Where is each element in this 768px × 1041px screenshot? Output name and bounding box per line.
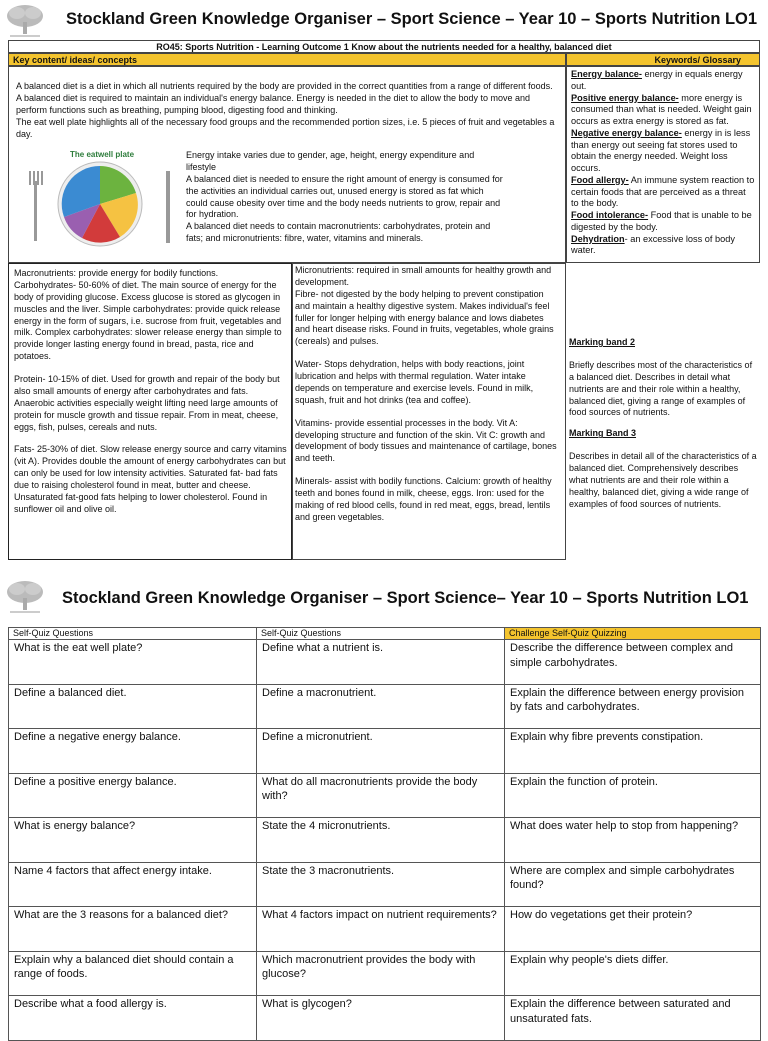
keyword-entry: Food intolerance- Food that is unable to be digested by the body. — [571, 210, 752, 232]
quiz-question: What is the eat well plate? — [9, 640, 257, 685]
micro-vitamins: Vitamins- provide essential processes in the body. Vit A: developing structure and function of the skin. Vit C: growth and development of body tissues and maintenance of cartilage, bones and teeth. — [295, 417, 557, 464]
keywords-list — [567, 67, 759, 259]
challenge-question: Explain the difference between saturated and unsaturated fats. — [505, 996, 761, 1041]
macro-intro: Macronutrients: provide energy for bodily functions. — [14, 268, 219, 278]
marking-bands — [569, 337, 757, 511]
table-row — [9, 684, 761, 729]
keyword-entry: Dehydration- an excessive loss of body water. — [571, 233, 735, 256]
challenge-question: What does water help to stop from happening? — [505, 818, 761, 863]
table-row — [9, 729, 761, 774]
quiz-question: State the 3 macronutrients. — [257, 862, 505, 907]
quiz-page-title: Stockland Green Knowledge Organiser – Sport Science– Year 10 – Sports Nutrition LO1 — [62, 589, 749, 607]
band2-title: Marking band 2 — [569, 337, 636, 347]
quiz-question: Describe what a food allergy is. — [9, 996, 257, 1041]
plate-caption: The eatwell plate — [70, 150, 135, 159]
keyword-entry: Energy balance- energy in equals energy out. — [571, 69, 743, 91]
eatwell-plate-figure — [20, 150, 185, 242]
challenge-question: Explain the function of protein. — [505, 773, 761, 818]
quiz-question: Define what a nutrient is. — [257, 640, 505, 685]
energy-text — [186, 150, 504, 245]
keyword-entry: Negative energy balance- energy in is less than energy out seeing fat stores used to obtain the energy needed. Weight loss occurs. — [571, 127, 751, 174]
outcome-header: RO45: Sports Nutrition - Learning Outcome 1 Know about the nutrients needed for a healthy, balanced diet — [8, 40, 760, 53]
challenge-question: How do vegetations get their protein? — [505, 907, 761, 952]
challenge-question: Explain why people's diets differ. — [505, 951, 761, 996]
quiz-question: Define a balanced diet. — [9, 684, 257, 729]
diet-contains-paragraph: A balanced diet needs to contain macronutrients: carbohydrates, protein and fats; and micronutrients: fibre, water, vitamins and minerals. — [186, 221, 491, 244]
quiz-question: Name 4 factors that affect energy intake. — [9, 862, 257, 907]
quiz-question: What are the 3 reasons for a balanced diet? — [9, 907, 257, 952]
table-row — [9, 862, 761, 907]
school-logo-icon — [2, 2, 48, 42]
challenge-question: Describe the difference between complex and simple carbohydrates. — [505, 640, 761, 685]
table-row — [9, 818, 761, 863]
macronutrients-box — [8, 263, 292, 560]
micro-fibre: Fibre- not digested by the body helping to prevent constipation and maintain a healthy digestive system. Makes individual's feel fuller for longer helping with energy balance and lows diabetes and heart disease risks. Found in fruits, vegetables, whole grains (cereals) and pulses. — [295, 288, 554, 347]
key-content-text — [16, 81, 556, 140]
page-title: Stockland Green Knowledge Organiser – Sport Science – Year 10 – Sports Nutrition LO1 — [66, 10, 758, 28]
balanced-needed-paragraph: A balanced diet is needed to ensure the right amount of energy is consumed for the activities an individual carries out, unused energy is stored as fat which could cause obesity over time and the body needs nutrients to grow, repair and for hydration. — [186, 173, 503, 220]
table-row — [9, 907, 761, 952]
challenge-quiz-header: Challenge Self-Quiz Quizzing — [505, 628, 761, 640]
quiz-question: Define a micronutrient. — [257, 729, 505, 774]
quiz-question: Which macronutrient provides the body with glucose? — [257, 951, 505, 996]
quiz-question: State the 4 micronutrients. — [257, 818, 505, 863]
table-row — [9, 773, 761, 818]
challenge-question: Where are complex and simple carbohydrates found? — [505, 862, 761, 907]
quiz-question: What 4 factors impact on nutrient requirements? — [257, 907, 505, 952]
keyword-entry: Positive energy balance- more energy is consumed than what is needed. Weight gain occurs as extra energy is stored as fat. — [571, 92, 752, 127]
quiz-header: Self-Quiz Questions — [9, 628, 257, 640]
quiz-header-row — [9, 628, 761, 640]
macro-fats: Fats- 25-30% of diet. Slow release energy source and carry vitamins (vit A). Provides double the amount of energy carbohydrates can but can only be used for low intensity activities. Saturated fat- bad fats due to raising cholesterol found in meat, butter and cheese. Unsaturated fat-good fats helping to lower cholesterol. Found in sunflower oil and olive oil. — [14, 444, 287, 514]
quiz-question: What is energy balance? — [9, 818, 257, 863]
challenge-question: Explain why fibre prevents constipation. — [505, 729, 761, 774]
keywords-header: Keywords/ Glossary — [566, 53, 760, 66]
balanced-diet-paragraph: A balanced diet is a diet in which all nutrients required by the body are provided in the correct quantities from a range of different foods. A balanced diet is required to maintain an individual's energy balance. Energy is needed in the diet to allow the body to move and perform functions such as breathing, pumping blood, digesting food and thinking. — [16, 81, 553, 115]
eatwell-paragraph: The eat well plate highlights all of the necessary food groups and the recommended portion sizes, i.e. 5 pieces of fruit and vegetables a day. — [16, 116, 555, 139]
self-quiz-table — [8, 627, 761, 1041]
keyword-entry: Food allergy- An immune system reaction to certain foods that are perceived as a threat to the body. — [571, 174, 755, 209]
macro-carbs: Carbohydrates- 50-60% of diet. The main source of energy for the body of providing glucose. Excess glucose is stored as glycogen in muscles and the liver. Simple carbohydrates: provide quick release energy in the form of sugars, i.e. sucrose from fruit, vegetables and milk. Complex carbohydrates: slower release energy than simple to provide longer lasting energy found in bread, pasta, rice and potatoes. — [14, 279, 282, 362]
keywords-box — [566, 66, 760, 263]
quiz-question: Explain why a balanced diet should contain a range of foods. — [9, 951, 257, 996]
key-content-header: Key content/ ideas/ concepts — [8, 53, 566, 66]
band3-title: Marking Band 3 — [569, 428, 637, 439]
macro-protein: Protein- 10-15% of diet. Used for growth and repair of the body but also small amounts of energy after carbohydrates and fats. Anaerobic activities especially weight lifting need large amounts of protein for muscle growth and tissue repair. From in meat, cheese, eggs, fish, pulses, cereals and nuts. — [14, 374, 280, 432]
micro-minerals: Minerals- assist with bodily functions. Calcium: growth of healthy teeth and bones found in milk, cheese, eggs. Iron: used for the making of red blood cells, found in red meat, eggs, bread, lentils and green vegetables. — [295, 476, 552, 522]
table-row — [9, 951, 761, 996]
micronutrients-box — [292, 263, 566, 560]
band2-text: Briefly describes most of the characteristics of a balanced diet. Describes in detail what nutrients are and their role within a healthy, balanced diet, giving a range of examples of food sources of nutrients. — [569, 359, 753, 418]
quiz-header: Self-Quiz Questions — [257, 628, 505, 640]
quiz-question: What is glycogen? — [257, 996, 505, 1041]
quiz-question: Define a positive energy balance. — [9, 773, 257, 818]
table-row — [9, 640, 761, 685]
eatwell-plate-image — [20, 159, 180, 249]
micro-intro: Micronutrients: required in small amounts for healthy growth and development. — [295, 265, 552, 287]
school-logo-icon — [2, 578, 48, 618]
energy-intake-paragraph: Energy intake varies due to gender, age, height, energy expenditure and lifestyle — [186, 150, 475, 172]
challenge-question: Explain the difference between energy provision by fats and carbohydrates. — [505, 684, 761, 729]
micro-water: Water- Stops dehydration, helps with body reactions, joint lubrication and helps with thermal regulation. Water intake depends on temperature and exercise levels. Found in milk, squash, fruit and hot drinks (tea and coffee). — [295, 359, 534, 405]
table-row — [9, 996, 761, 1041]
quiz-question: Define a macronutrient. — [257, 684, 505, 729]
quiz-question: What do all macronutrients provide the body with? — [257, 773, 505, 818]
band3-text: Describes in detail all of the characteristics of a balanced diet. Comprehensively describes what nutrients are and their role within a healthy, balanced diet, giving a wide range of examples of food sources of nutrients. — [569, 451, 757, 509]
quiz-question: Define a negative energy balance. — [9, 729, 257, 774]
